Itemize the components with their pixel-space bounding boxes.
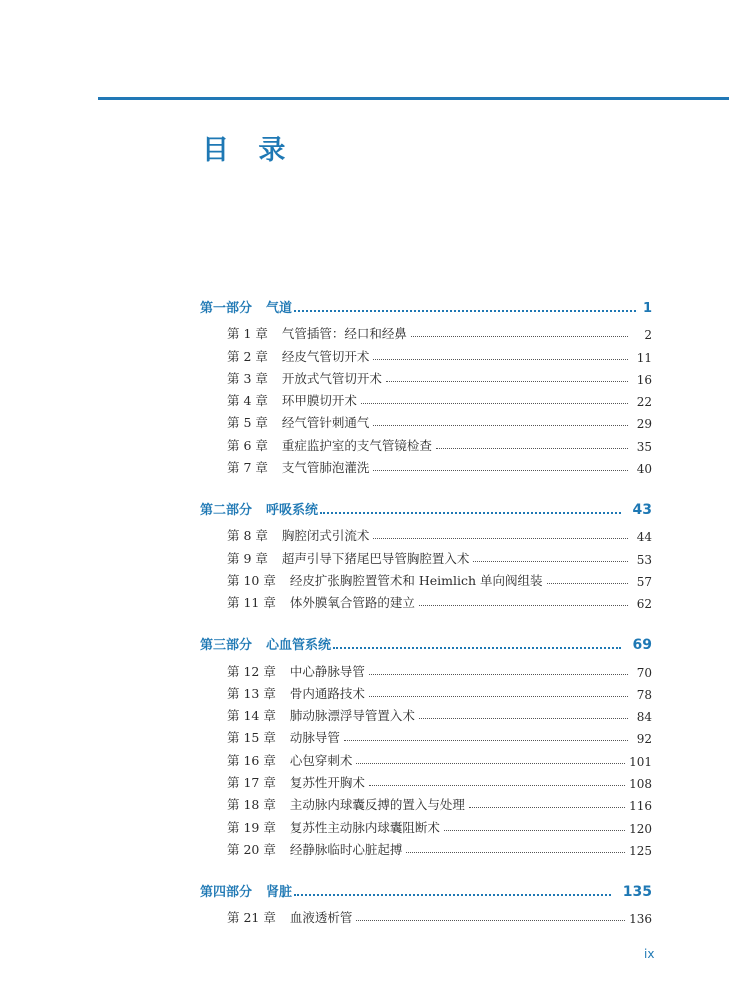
- dot-leader: [361, 403, 628, 404]
- chapter-title: 体外膜氧合管路的建立: [289, 595, 415, 611]
- dot-leader: [294, 310, 636, 312]
- chapter-number: 第 8 章: [227, 528, 268, 544]
- dot-leader: [369, 696, 628, 697]
- toc-chapter-entry[interactable]: [227, 454, 652, 476]
- toc-chapter-entry[interactable]: [227, 409, 652, 431]
- chapter-page-number: 92: [636, 732, 652, 747]
- chapter-title: 重症监护室的支气管镜检查: [281, 437, 432, 453]
- chapter-number: 第 15 章: [227, 730, 276, 746]
- chapter-title: 复苏性主动脉内球囊阻断术: [289, 819, 440, 835]
- dot-leader: [419, 605, 628, 606]
- part-page-number: 1: [642, 301, 652, 316]
- part-name: 呼吸系统: [266, 503, 319, 519]
- dot-leader: [369, 785, 625, 786]
- toc-chapter-entry[interactable]: [227, 657, 652, 679]
- chapter-page-number: 84: [636, 710, 652, 725]
- chapter-title: 超声引导下猪尾巴导管胸腔置入术: [281, 550, 470, 566]
- chapter-number: 第 5 章: [227, 415, 268, 431]
- chapter-number: 第 12 章: [227, 663, 276, 679]
- dot-leader: [369, 674, 628, 675]
- chapter-page-number: 62: [636, 597, 652, 612]
- dot-leader: [373, 538, 628, 539]
- chapter-number: 第 3 章: [227, 370, 268, 386]
- chapter-number: 第 20 章: [227, 841, 276, 857]
- toc-chapter-entry[interactable]: [227, 365, 652, 387]
- chapter-title: 环甲膜切开术: [281, 393, 357, 409]
- dot-leader: [386, 381, 628, 382]
- chapter-page-number: 11: [636, 350, 652, 365]
- part-name: 气道: [266, 301, 293, 316]
- chapter-page-number: 2: [644, 328, 652, 343]
- chapter-title: 主动脉内球囊反搏的置入与处理: [289, 797, 465, 813]
- dot-leader: [436, 448, 628, 449]
- dot-leader: [294, 894, 611, 896]
- dot-leader: [373, 425, 628, 426]
- toc-chapter-entry[interactable]: [227, 431, 652, 453]
- dot-leader: [473, 561, 628, 562]
- toc-part-entry[interactable]: [200, 292, 652, 316]
- chapter-title: 肺动脉漂浮导管置入术: [289, 708, 415, 724]
- toc-chapter-entry[interactable]: [227, 746, 652, 768]
- page-number: ix: [644, 947, 655, 961]
- chapter-page-number: 116: [629, 799, 652, 814]
- chapter-title: 经皮扩张胸腔置管术和 Heimlich 单向阀组装: [289, 572, 543, 588]
- chapter-title: 中心静脉导管: [289, 663, 365, 679]
- chapter-page-number: 22: [636, 395, 652, 410]
- chapter-page-number: 57: [636, 574, 652, 589]
- chapter-number: 第 18 章: [227, 797, 276, 813]
- dot-leader: [333, 647, 621, 649]
- chapter-page-number: 16: [636, 372, 652, 387]
- toc-chapter-entry[interactable]: [227, 522, 652, 544]
- toc-chapter-entry[interactable]: [227, 544, 652, 566]
- chapter-page-number: 101: [629, 754, 652, 769]
- chapter-title: 经气管针刺通气: [281, 415, 370, 431]
- part-label: 第三部分: [200, 638, 253, 654]
- chapter-number: 第 7 章: [227, 460, 268, 476]
- dot-leader: [373, 470, 628, 471]
- page-title: 目 录: [202, 135, 296, 166]
- chapter-page-number: 29: [636, 417, 652, 432]
- chapter-number: 第 17 章: [227, 775, 276, 791]
- toc-chapter-entry[interactable]: [227, 589, 652, 611]
- section-gap: [200, 858, 652, 876]
- toc-part-entry[interactable]: [200, 876, 652, 900]
- chapter-number: 第 4 章: [227, 393, 268, 409]
- toc-part-entry[interactable]: [200, 494, 652, 518]
- chapter-title: 气管插管：经口和经鼻: [281, 326, 407, 342]
- table-of-contents: [200, 292, 652, 926]
- toc-chapter-entry[interactable]: [227, 769, 652, 791]
- chapter-number: 第 1 章: [227, 326, 268, 342]
- chapter-title: 复苏性开胸术: [289, 775, 365, 791]
- toc-chapter-entry[interactable]: [227, 836, 652, 858]
- toc-chapter-entry[interactable]: [227, 724, 652, 746]
- toc-chapter-entry[interactable]: [227, 320, 652, 342]
- part-page-number: 69: [632, 637, 652, 654]
- dot-leader: [444, 830, 625, 831]
- toc-chapter-entry[interactable]: [227, 702, 652, 724]
- chapter-number: 第 9 章: [227, 550, 268, 566]
- chapter-title: 血液透析管: [289, 910, 353, 926]
- dot-leader: [356, 763, 625, 764]
- section-gap: [200, 611, 652, 629]
- part-page-number: 135: [622, 883, 652, 900]
- dot-leader: [419, 718, 628, 719]
- part-name: 心血管系统: [266, 638, 332, 654]
- chapter-page-number: 70: [636, 665, 652, 680]
- chapter-page-number: 53: [636, 552, 652, 567]
- chapter-page-number: 120: [629, 821, 652, 836]
- dot-leader: [406, 852, 625, 853]
- toc-chapter-entry[interactable]: [227, 387, 652, 409]
- chapter-number: 第 10 章: [227, 572, 276, 588]
- dot-leader: [469, 807, 625, 808]
- section-gap: [200, 476, 652, 494]
- part-label: 第二部分: [200, 503, 253, 519]
- chapter-title: 胸腔闭式引流术: [281, 528, 370, 544]
- dot-leader: [320, 512, 621, 514]
- dot-leader: [411, 336, 628, 337]
- chapter-number: 第 16 章: [227, 752, 276, 768]
- part-label: 第四部分: [200, 884, 253, 900]
- chapter-title: 开放式气管切开术: [281, 370, 382, 386]
- chapter-number: 第 2 章: [227, 348, 268, 364]
- dot-leader: [373, 359, 628, 360]
- toc-chapter-entry[interactable]: [227, 342, 652, 364]
- dot-leader: [356, 920, 625, 921]
- chapter-page-number: 125: [629, 843, 652, 858]
- chapter-title: 骨内通路技术: [289, 685, 365, 701]
- toc-chapter-entry[interactable]: [227, 813, 652, 835]
- chapter-title: 经皮气管切开术: [281, 348, 370, 364]
- toc-chapter-entry[interactable]: [227, 904, 652, 926]
- chapter-page-number: 108: [629, 777, 652, 792]
- chapter-page-number: 40: [636, 462, 652, 477]
- toc-chapter-entry[interactable]: [227, 567, 652, 589]
- chapter-page-number: 35: [636, 439, 652, 454]
- chapter-title: 支气管肺泡灌洗: [281, 460, 370, 476]
- chapter-title: 经静脉临时心脏起搏: [289, 841, 403, 857]
- chapter-number: 第 13 章: [227, 685, 276, 701]
- part-label: 第一部分: [200, 301, 253, 316]
- chapter-title: 心包穿刺术: [289, 752, 353, 768]
- dot-leader: [344, 740, 628, 741]
- chapter-title: 动脉导管: [289, 730, 340, 746]
- toc-chapter-entry[interactable]: [227, 680, 652, 702]
- chapter-number: 第 19 章: [227, 819, 276, 835]
- chapter-number: 第 21 章: [227, 910, 276, 926]
- chapter-number: 第 14 章: [227, 708, 276, 724]
- toc-part-entry[interactable]: [200, 629, 652, 653]
- toc-chapter-entry[interactable]: [227, 791, 652, 813]
- chapter-number: 第 11 章: [227, 595, 276, 611]
- part-page-number: 43: [632, 502, 652, 519]
- chapter-page-number: 44: [636, 530, 652, 545]
- chapter-page-number: 78: [636, 687, 652, 702]
- chapter-page-number: 136: [629, 912, 652, 927]
- chapter-number: 第 6 章: [227, 437, 268, 453]
- dot-leader: [547, 583, 628, 584]
- part-name: 肾脏: [266, 884, 293, 900]
- header-rule: [98, 97, 729, 100]
